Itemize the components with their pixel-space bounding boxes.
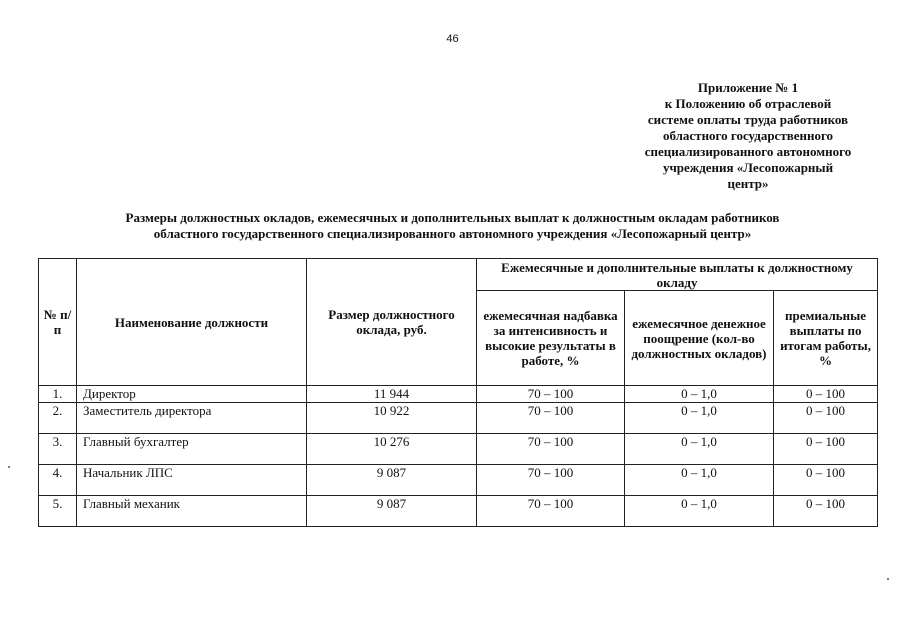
cell-position: Начальник ЛПС [77, 465, 307, 496]
cell-number: 5. [39, 496, 77, 527]
cell-salary: 11 944 [307, 386, 477, 403]
cell-premium: 0 – 100 [774, 434, 878, 465]
cell-intensity: 70 – 100 [477, 386, 625, 403]
cell-bonus: 0 – 1,0 [625, 434, 774, 465]
header-intensity: ежемесячная надбавка за интенсивность и высокие результаты в работе, % [477, 291, 625, 386]
table-row [39, 496, 878, 527]
document-title [0, 210, 905, 242]
appendix-line: учреждения «Лесопожарный [662, 160, 834, 175]
header-bonus: ежемесячное денежное поощрение (кол-во должностных окладов) [625, 291, 774, 386]
cell-intensity: 70 – 100 [477, 496, 625, 527]
header-salary: Размер должностного оклада, руб. [307, 259, 477, 386]
cell-premium: 0 – 100 [774, 386, 878, 403]
header-number: № п/п [39, 259, 77, 386]
table-row [39, 465, 878, 496]
cell-intensity: 70 – 100 [477, 403, 625, 434]
cell-number: 2. [39, 403, 77, 434]
cell-bonus: 0 – 1,0 [625, 496, 774, 527]
table-row [39, 434, 878, 465]
cell-intensity: 70 – 100 [477, 465, 625, 496]
document-title-line-1: Размеры должностных окладов, ежемесячных и дополнительных выплат к должностным окладам работников [125, 210, 780, 225]
header-position: Наименование должности [77, 259, 307, 386]
document-title-line-2: областного государственного специализированного автономного учреждения «Лесопожарный центр» [153, 226, 752, 241]
table-row [39, 403, 878, 434]
appendix-header [628, 80, 868, 192]
appendix-line: к Положению об отраслевой [664, 96, 832, 111]
cell-premium: 0 – 100 [774, 465, 878, 496]
table-row [39, 386, 878, 403]
cell-number: 1. [39, 386, 77, 403]
cell-premium: 0 – 100 [774, 403, 878, 434]
cell-position: Главный механик [77, 496, 307, 527]
appendix-line: системе оплаты труда работников [647, 112, 849, 127]
appendix-line: центр» [727, 176, 769, 191]
scan-speck [887, 578, 889, 580]
cell-number: 3. [39, 434, 77, 465]
cell-salary: 10 276 [307, 434, 477, 465]
page-number: 46 [446, 33, 459, 45]
scan-speck [8, 466, 10, 468]
cell-position: Заместитель директора [77, 403, 307, 434]
cell-intensity: 70 – 100 [477, 434, 625, 465]
cell-salary: 9 087 [307, 465, 477, 496]
cell-salary: 9 087 [307, 496, 477, 527]
header-payments-group: Ежемесячные и дополнительные выплаты к должностному окладу [477, 259, 878, 291]
salary-table [38, 258, 878, 527]
cell-bonus: 0 – 1,0 [625, 465, 774, 496]
cell-bonus: 0 – 1,0 [625, 403, 774, 434]
cell-premium: 0 – 100 [774, 496, 878, 527]
cell-salary: 10 922 [307, 403, 477, 434]
cell-bonus: 0 – 1,0 [625, 386, 774, 403]
appendix-line: областного государственного [662, 128, 834, 143]
header-premium: премиальные выплаты по итогам работы, % [774, 291, 878, 386]
appendix-line: специализированного автономного [644, 144, 852, 159]
cell-position: Директор [77, 386, 307, 403]
cell-number: 4. [39, 465, 77, 496]
appendix-line: Приложение № 1 [697, 80, 799, 95]
cell-position: Главный бухгалтер [77, 434, 307, 465]
